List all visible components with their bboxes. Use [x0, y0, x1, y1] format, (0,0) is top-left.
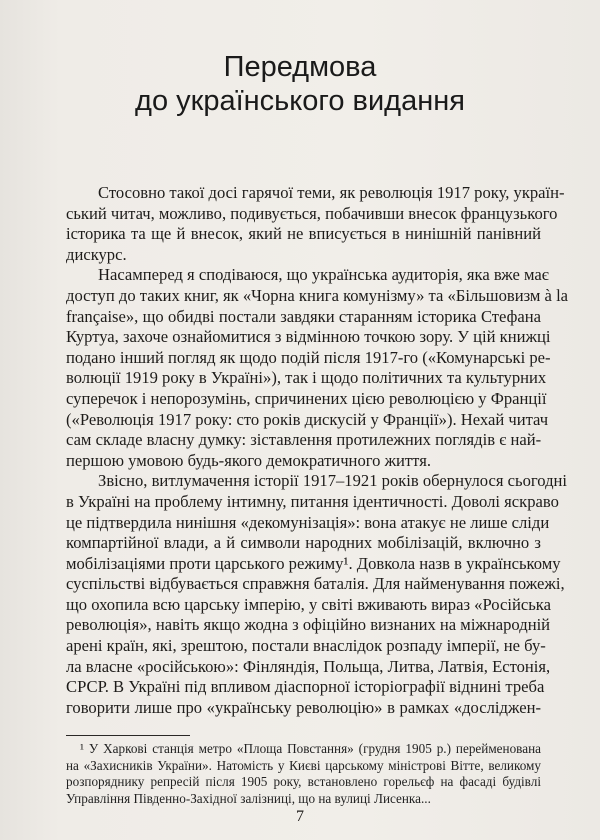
text-line: волюції 1919 року в Україні»), так і щодо політичних та культурних [66, 368, 547, 388]
page-title [0, 50, 600, 118]
footnote-line: розпоряднику репресій після 1905 року, встановлено горельєф на фасаді будівлі [66, 774, 541, 790]
text-line: («Революція 1917 року: сто років дискусій у Франції»). Нехай читач [66, 409, 549, 429]
text-line: що охопила всю царську імперію, у світі вживають вираз «Російська [66, 594, 551, 614]
footnote [66, 741, 541, 807]
paragraph-2 [66, 265, 569, 471]
text-line: Куртуа, захоче ознайомитися з відмінною точкою зору. У цій книжці [66, 327, 551, 347]
body-text [66, 183, 569, 718]
text-line: історика та ще й внесок, який не вписується в нинішній панівний [66, 224, 541, 244]
paragraph-1 [66, 183, 565, 265]
text-line: ський читач, можливо, подивується, побачивши внесок французького [66, 203, 558, 223]
text-line: Насамперед я сподіваюся, що українська аудиторія, яка вже має [98, 265, 549, 285]
title-line-2: до українського видання [135, 85, 465, 117]
text-line: ла власне «російською»: Фінляндія, Польща, Литва, Латвія, Естонія, [66, 656, 551, 676]
text-line: подано інший погляд як щодо подій після 1917-го («Комунарські ре- [66, 347, 551, 367]
text-line: дискурс. [66, 244, 127, 264]
text-line: СРСР. В Україні під впливом діаспорної історіографії віднині треба [66, 677, 545, 697]
text-line: сам складе власну думку: зіставлення протилежних поглядів є най- [66, 430, 542, 450]
text-line: суспільстві відбувається справжня баталія. Для найменування пожежі, [66, 574, 565, 594]
footnote-line: на «Захисників України». Натомість у Києві царському міністрові Вітте, великому [66, 757, 541, 773]
text-line: першою умовою будь-якого демократичного життя. [66, 450, 431, 470]
text-line: суперечок і непорозумінь, спричинених цією революцією у Франції [66, 388, 547, 408]
page-number: 7 [296, 808, 304, 825]
text-line: доступ до таких книг, як «Чорна книга комунізму» та «Більшовизм à la [66, 285, 569, 305]
text-line: арені країн, які, зрештою, постали внаслідок розпаду імперії, не бу- [66, 636, 546, 656]
text-line: в Україні на проблему інтимну, питання ідентичності. Доволі яскраво [66, 491, 559, 511]
paragraph-3 [66, 471, 568, 718]
text-line: мобілізаціями проти царського режиму¹. Довкола назв в українському [66, 553, 561, 573]
text-line: це підтвердила нинішня «декомунізація»: вона атакує не лише сліди [66, 512, 550, 532]
text-line: говорити лише про «українську революцію» в рамках «досліджен- [66, 697, 541, 717]
text-line: française», що обидві постали завдяки старанням історика Стефана [66, 306, 541, 326]
footnote-line: Управління Південно-Західної залізниці, що на вулиці Лисенка... [66, 790, 431, 806]
text-line: компартійної влади, а й символи народних мобілізацій, включно з [66, 533, 541, 553]
text-line: Стосовно такої досі гарячої теми, як революція 1917 року, україн- [98, 183, 565, 202]
footnote-divider [66, 735, 190, 736]
text-line: Звісно, витлумачення історії 1917–1921 років обернулося сьогодні [98, 471, 568, 491]
text-line: революція», навіть якщо жодна з офіційно визнаних на міжнародній [66, 615, 551, 635]
footnote-line: ¹ У Харкові станція метро «Площа Повстання» (грудня 1905 р.) перейменована [80, 741, 541, 756]
title-line-1: Передмова [223, 51, 377, 83]
